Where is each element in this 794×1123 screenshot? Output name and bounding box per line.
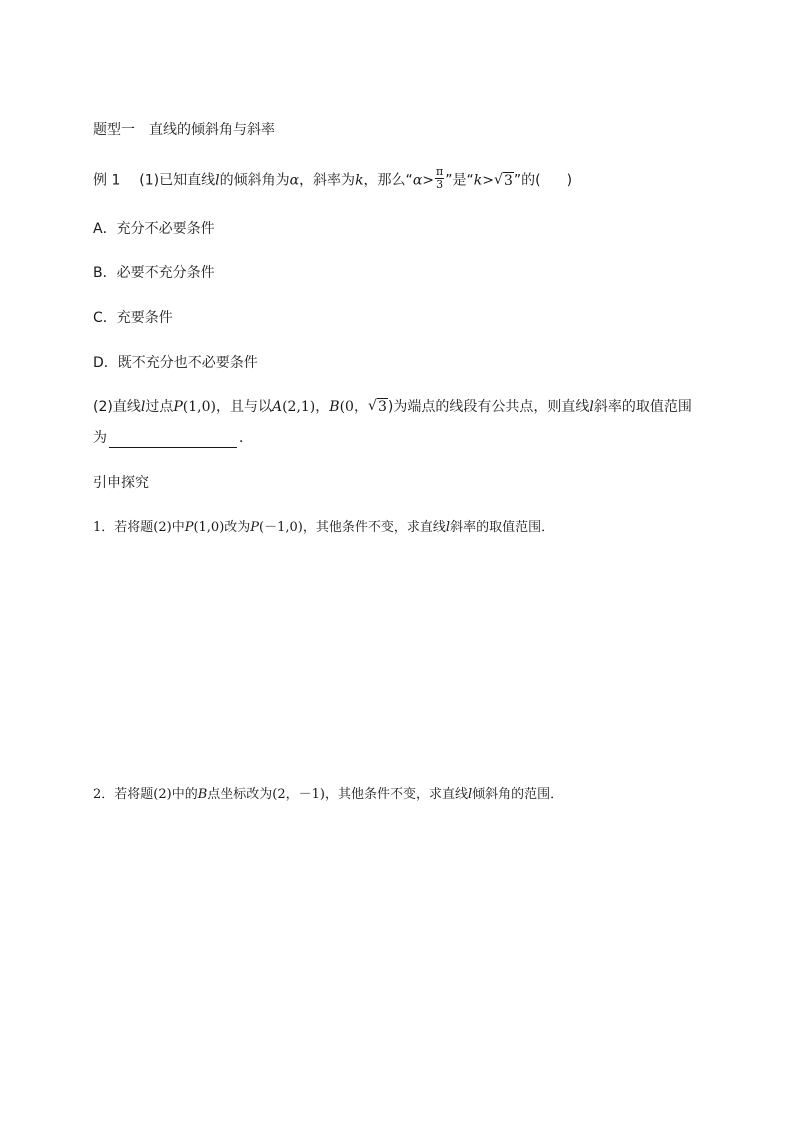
text-segment: (2)直线 (93, 399, 141, 415)
radical-sign: √ (493, 171, 503, 188)
option-text: 既不充分也不必要条件 (117, 355, 258, 371)
fraction-pi-over-3 (435, 166, 444, 191)
text-segment: ． (239, 430, 253, 446)
text-segment: 点坐标改为(2，－1)，其他条件不变，求直线 (207, 787, 468, 802)
option-a (93, 219, 215, 239)
example-1-part-1 (93, 165, 573, 193)
point-p: P (184, 520, 194, 535)
radicand: 3 (503, 172, 513, 189)
option-text: 充要条件 (116, 310, 173, 326)
option-text: 充分不必要条件 (116, 221, 215, 237)
point-b: B (197, 787, 208, 802)
text-segment: ，且与以 (215, 399, 272, 415)
text-segment: ，斜率为 (299, 172, 356, 189)
text-segment: 若将题(2)中 (114, 520, 185, 535)
point-a-coords: (2,1) (282, 399, 316, 415)
sqrt-3 (368, 397, 388, 417)
option-letter: D． (93, 355, 118, 371)
text-segment: 的倾斜角为 (219, 172, 290, 189)
option-letter: B． (93, 265, 117, 281)
text-segment: )为端点的线段有公共点，则直线 (387, 399, 590, 415)
condition-2-lhs: k> (473, 172, 494, 189)
option-letter: C． (93, 310, 117, 326)
extension-question-1 (93, 518, 554, 538)
text-segment: 倾斜角的范围． (472, 787, 564, 802)
point-b-open: (0， (339, 399, 368, 415)
radicand: 3 (377, 399, 387, 415)
option-text: 必要不充分条件 (116, 265, 215, 281)
radical-sign: √ (367, 398, 377, 414)
text-segment: ”的( (513, 172, 541, 189)
point-p: P (250, 520, 260, 535)
var-l: l (445, 520, 451, 535)
section-title: 题型一 直线的倾斜角与斜率 (93, 122, 275, 138)
text-segment: 斜率的取值范围． (450, 520, 555, 535)
question-number: 2． (93, 787, 115, 802)
text-segment: 斜率的取值范围 (593, 399, 692, 415)
point-p: P (173, 399, 183, 415)
option-b (93, 263, 215, 283)
fraction-numerator: π (436, 165, 444, 178)
var-alpha: α (289, 172, 300, 189)
point-b: B (329, 399, 340, 415)
text-segment: 若将题(2)中的 (114, 787, 198, 802)
option-d (93, 353, 258, 373)
question-number: 1． (93, 520, 115, 535)
text-segment: (1)已知直线 (139, 172, 216, 189)
var-l: l (467, 787, 473, 802)
extension-title: 引申探究 (93, 475, 149, 491)
text-segment: 改为 (224, 520, 251, 535)
text-segment: 过点 (145, 399, 174, 415)
option-c (93, 308, 173, 328)
example-1-part-2 (93, 397, 692, 417)
extension-question-2 (93, 785, 563, 805)
text-segment: ， (315, 399, 330, 415)
point-coords: (－1,0) (259, 520, 303, 535)
var-l: l (215, 172, 220, 189)
text-segment: ) (566, 172, 573, 189)
answer-blank[interactable] (109, 433, 237, 448)
example-label: 例 1 (93, 172, 121, 189)
text-segment: ，那么“ (363, 172, 413, 189)
point-p-coords: (1,0) (182, 399, 216, 415)
text-segment: ”是“ (445, 172, 474, 189)
point-a: A (271, 399, 283, 415)
var-l: l (140, 399, 146, 415)
text-segment: ，其他条件不变，求直线 (302, 520, 446, 535)
fraction-denominator: 3 (436, 178, 444, 191)
example-1-part-2-line-2 (93, 428, 253, 448)
point-coords: (1,0) (193, 520, 225, 535)
var-k: k (355, 172, 364, 189)
option-letter: A． (93, 221, 117, 237)
text-segment: 为 (93, 430, 107, 446)
sqrt-3 (494, 171, 514, 191)
var-l: l (589, 399, 594, 415)
condition-1-lhs: α> (412, 172, 434, 189)
